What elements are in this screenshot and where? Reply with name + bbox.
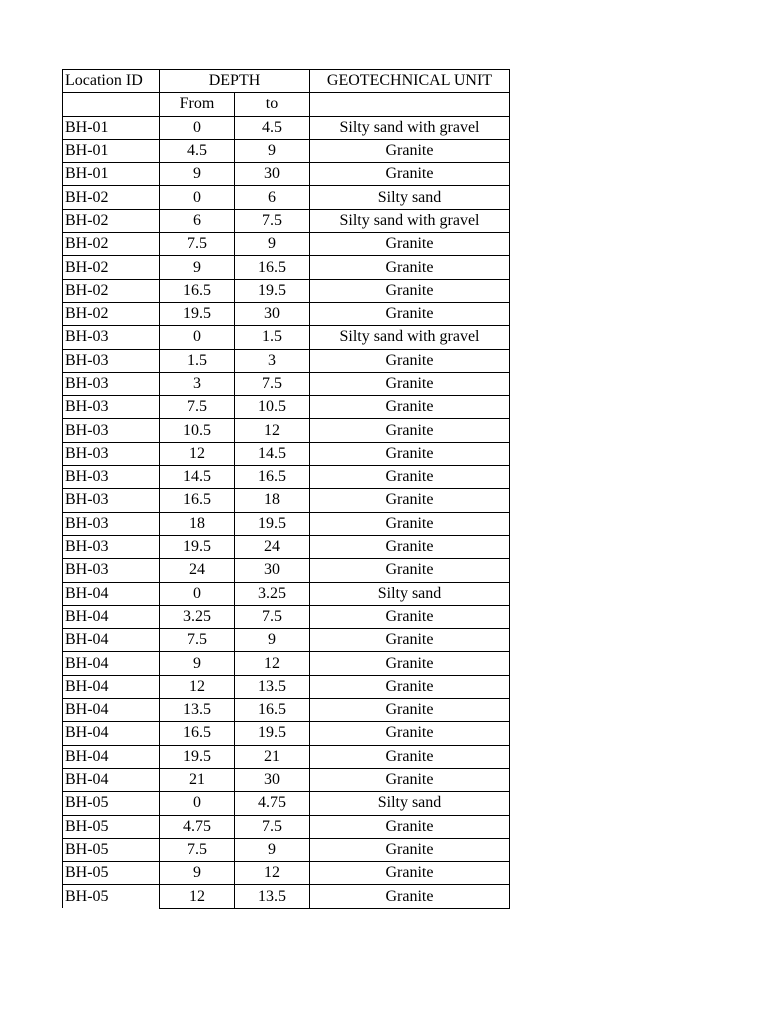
location-id-cell: BH-04 bbox=[63, 722, 160, 745]
location-id-cell: BH-04 bbox=[63, 605, 160, 628]
geotechnical-unit-cell: Granite bbox=[310, 745, 510, 768]
table-body bbox=[63, 116, 510, 908]
table-row bbox=[63, 186, 510, 209]
table-row bbox=[63, 466, 510, 489]
depth-from-cell: 1.5 bbox=[160, 349, 235, 372]
depth-from-cell: 16.5 bbox=[160, 489, 235, 512]
depth-from-cell: 0 bbox=[160, 116, 235, 139]
table-row bbox=[63, 652, 510, 675]
depth-from-cell: 9 bbox=[160, 862, 235, 885]
location-id-cell: BH-04 bbox=[63, 699, 160, 722]
table-row bbox=[63, 838, 510, 861]
table-row bbox=[63, 512, 510, 535]
table-row bbox=[63, 862, 510, 885]
depth-to-cell: 12 bbox=[235, 652, 310, 675]
depth-from-cell: 16.5 bbox=[160, 279, 235, 302]
depth-from-cell: 0 bbox=[160, 326, 235, 349]
depth-from-cell: 0 bbox=[160, 792, 235, 815]
depth-to-cell: 1.5 bbox=[235, 326, 310, 349]
location-id-cell: BH-01 bbox=[63, 163, 160, 186]
depth-to-cell: 3 bbox=[235, 349, 310, 372]
depth-to-cell: 16.5 bbox=[235, 699, 310, 722]
table-row bbox=[63, 302, 510, 325]
geotechnical-unit-cell: Silty sand with gravel bbox=[310, 116, 510, 139]
table-row bbox=[63, 419, 510, 442]
table-row bbox=[63, 116, 510, 139]
depth-to-cell: 9 bbox=[235, 233, 310, 256]
borehole-table-sheet bbox=[62, 69, 510, 909]
location-id-cell: BH-05 bbox=[63, 792, 160, 815]
depth-to-cell: 7.5 bbox=[235, 815, 310, 838]
depth-from-cell: 6 bbox=[160, 209, 235, 232]
depth-from-cell: 3 bbox=[160, 372, 235, 395]
location-id-cell: BH-03 bbox=[63, 349, 160, 372]
location-id-cell: BH-04 bbox=[63, 652, 160, 675]
depth-to-cell: 7.5 bbox=[235, 209, 310, 232]
table-row bbox=[63, 256, 510, 279]
depth-from-cell: 10.5 bbox=[160, 419, 235, 442]
table-row bbox=[63, 722, 510, 745]
geotechnical-unit-cell: Granite bbox=[310, 139, 510, 162]
table-row bbox=[63, 745, 510, 768]
geotechnical-unit-cell: Granite bbox=[310, 419, 510, 442]
location-id-header: Location ID bbox=[63, 70, 160, 93]
geotechnical-unit-cell: Granite bbox=[310, 838, 510, 861]
geotechnical-unit-cell: Granite bbox=[310, 512, 510, 535]
table-row bbox=[63, 792, 510, 815]
table-row bbox=[63, 349, 510, 372]
table-row bbox=[63, 699, 510, 722]
table-row bbox=[63, 372, 510, 395]
location-id-cell: BH-03 bbox=[63, 442, 160, 465]
location-id-cell: BH-03 bbox=[63, 396, 160, 419]
location-id-cell: BH-03 bbox=[63, 512, 160, 535]
table-row bbox=[63, 885, 510, 908]
depth-to-cell: 14.5 bbox=[235, 442, 310, 465]
table-row bbox=[63, 535, 510, 558]
depth-from-cell: 21 bbox=[160, 768, 235, 791]
location-id-cell: BH-05 bbox=[63, 862, 160, 885]
geotechnical-unit-cell: Granite bbox=[310, 349, 510, 372]
geotechnical-unit-cell: Granite bbox=[310, 466, 510, 489]
geotechnical-log-table bbox=[62, 69, 510, 909]
geotechnical-unit-cell: Granite bbox=[310, 233, 510, 256]
geotechnical-unit-cell: Granite bbox=[310, 629, 510, 652]
table-row bbox=[63, 396, 510, 419]
table-row bbox=[63, 629, 510, 652]
geotechnical-unit-cell: Granite bbox=[310, 442, 510, 465]
geotechnical-unit-cell: Granite bbox=[310, 675, 510, 698]
location-id-cell: BH-04 bbox=[63, 582, 160, 605]
location-id-cell: BH-03 bbox=[63, 326, 160, 349]
location-id-cell: BH-03 bbox=[63, 535, 160, 558]
depth-to-cell: 7.5 bbox=[235, 372, 310, 395]
depth-from-cell: 12 bbox=[160, 675, 235, 698]
depth-from-cell: 18 bbox=[160, 512, 235, 535]
location-id-cell: BH-02 bbox=[63, 256, 160, 279]
location-id-cell: BH-05 bbox=[63, 885, 160, 908]
depth-from-cell: 4.75 bbox=[160, 815, 235, 838]
depth-from-header: From bbox=[160, 93, 235, 116]
depth-from-cell: 7.5 bbox=[160, 838, 235, 861]
location-id-cell: BH-04 bbox=[63, 768, 160, 791]
geotechnical-unit-cell: Silty sand with gravel bbox=[310, 209, 510, 232]
location-id-cell: BH-03 bbox=[63, 559, 160, 582]
depth-to-cell: 19.5 bbox=[235, 512, 310, 535]
depth-to-cell: 21 bbox=[235, 745, 310, 768]
depth-from-cell: 9 bbox=[160, 163, 235, 186]
geotechnical-unit-cell: Granite bbox=[310, 396, 510, 419]
table-row bbox=[63, 279, 510, 302]
geotechnical-unit-cell: Granite bbox=[310, 489, 510, 512]
depth-from-cell: 12 bbox=[160, 885, 235, 908]
depth-to-cell: 16.5 bbox=[235, 466, 310, 489]
geotechnical-unit-cell: Granite bbox=[310, 559, 510, 582]
table-row bbox=[63, 139, 510, 162]
location-id-cell: BH-04 bbox=[63, 675, 160, 698]
location-id-cell: BH-02 bbox=[63, 209, 160, 232]
table-row bbox=[63, 209, 510, 232]
location-id-cell: BH-04 bbox=[63, 629, 160, 652]
table-row bbox=[63, 768, 510, 791]
depth-to-cell: 12 bbox=[235, 419, 310, 442]
table-row bbox=[63, 582, 510, 605]
depth-from-cell: 0 bbox=[160, 582, 235, 605]
depth-from-cell: 7.5 bbox=[160, 629, 235, 652]
geotechnical-unit-cell: Granite bbox=[310, 862, 510, 885]
unit-subheader-blank bbox=[310, 93, 510, 116]
location-id-cell: BH-05 bbox=[63, 838, 160, 861]
location-id-cell: BH-03 bbox=[63, 419, 160, 442]
geotechnical-unit-cell: Silty sand bbox=[310, 792, 510, 815]
depth-from-cell: 19.5 bbox=[160, 745, 235, 768]
depth-from-cell: 24 bbox=[160, 559, 235, 582]
depth-from-cell: 9 bbox=[160, 652, 235, 675]
depth-from-cell: 19.5 bbox=[160, 535, 235, 558]
depth-from-cell: 0 bbox=[160, 186, 235, 209]
depth-to-cell: 4.75 bbox=[235, 792, 310, 815]
table-header bbox=[63, 70, 510, 117]
location-id-cell: BH-01 bbox=[63, 116, 160, 139]
depth-to-cell: 18 bbox=[235, 489, 310, 512]
location-id-cell: BH-02 bbox=[63, 302, 160, 325]
depth-to-cell: 4.5 bbox=[235, 116, 310, 139]
geotechnical-unit-cell: Granite bbox=[310, 163, 510, 186]
table-row bbox=[63, 605, 510, 628]
table-row bbox=[63, 815, 510, 838]
depth-to-header: to bbox=[235, 93, 310, 116]
depth-from-cell: 4.5 bbox=[160, 139, 235, 162]
location-id-cell: BH-03 bbox=[63, 372, 160, 395]
depth-from-cell: 9 bbox=[160, 256, 235, 279]
depth-from-cell: 14.5 bbox=[160, 466, 235, 489]
table-row bbox=[63, 326, 510, 349]
depth-to-cell: 7.5 bbox=[235, 605, 310, 628]
depth-to-cell: 10.5 bbox=[235, 396, 310, 419]
depth-to-cell: 24 bbox=[235, 535, 310, 558]
depth-header: DEPTH bbox=[160, 70, 310, 93]
depth-from-cell: 3.25 bbox=[160, 605, 235, 628]
depth-to-cell: 13.5 bbox=[235, 885, 310, 908]
depth-from-cell: 13.5 bbox=[160, 699, 235, 722]
header-row-secondary bbox=[63, 93, 510, 116]
geotechnical-unit-cell: Granite bbox=[310, 652, 510, 675]
depth-to-cell: 9 bbox=[235, 838, 310, 861]
table-row bbox=[63, 442, 510, 465]
geotechnical-unit-cell: Granite bbox=[310, 815, 510, 838]
geotechnical-unit-cell: Granite bbox=[310, 256, 510, 279]
depth-from-cell: 12 bbox=[160, 442, 235, 465]
depth-to-cell: 9 bbox=[235, 139, 310, 162]
geotechnical-unit-cell: Silty sand bbox=[310, 186, 510, 209]
depth-from-cell: 7.5 bbox=[160, 233, 235, 256]
depth-to-cell: 30 bbox=[235, 768, 310, 791]
depth-to-cell: 6 bbox=[235, 186, 310, 209]
location-id-cell: BH-05 bbox=[63, 815, 160, 838]
geotechnical-unit-cell: Granite bbox=[310, 722, 510, 745]
header-row-primary bbox=[63, 70, 510, 93]
geotechnical-unit-cell: Granite bbox=[310, 699, 510, 722]
location-id-cell: BH-02 bbox=[63, 233, 160, 256]
depth-to-cell: 13.5 bbox=[235, 675, 310, 698]
location-id-cell: BH-01 bbox=[63, 139, 160, 162]
location-id-cell: BH-02 bbox=[63, 279, 160, 302]
depth-to-cell: 3.25 bbox=[235, 582, 310, 605]
depth-to-cell: 19.5 bbox=[235, 722, 310, 745]
table-row bbox=[63, 233, 510, 256]
geotechnical-unit-cell: Silty sand with gravel bbox=[310, 326, 510, 349]
geotechnical-unit-cell: Granite bbox=[310, 279, 510, 302]
geotechnical-unit-cell: Granite bbox=[310, 302, 510, 325]
geotechnical-unit-cell: Granite bbox=[310, 372, 510, 395]
table-row bbox=[63, 559, 510, 582]
geotechnical-unit-cell: Granite bbox=[310, 605, 510, 628]
geotechnical-unit-cell: Granite bbox=[310, 535, 510, 558]
depth-from-cell: 7.5 bbox=[160, 396, 235, 419]
depth-to-cell: 12 bbox=[235, 862, 310, 885]
geotechnical-unit-cell: Granite bbox=[310, 885, 510, 908]
depth-to-cell: 19.5 bbox=[235, 279, 310, 302]
geotechnical-unit-cell: Granite bbox=[310, 768, 510, 791]
depth-to-cell: 30 bbox=[235, 302, 310, 325]
table-row bbox=[63, 163, 510, 186]
location-id-subheader-blank bbox=[63, 93, 160, 116]
depth-to-cell: 16.5 bbox=[235, 256, 310, 279]
location-id-cell: BH-02 bbox=[63, 186, 160, 209]
depth-from-cell: 16.5 bbox=[160, 722, 235, 745]
geotechnical-unit-cell: Silty sand bbox=[310, 582, 510, 605]
depth-to-cell: 9 bbox=[235, 629, 310, 652]
table-row bbox=[63, 489, 510, 512]
depth-from-cell: 19.5 bbox=[160, 302, 235, 325]
geotechnical-unit-header: GEOTECHNICAL UNIT bbox=[310, 70, 510, 93]
table-row bbox=[63, 675, 510, 698]
location-id-cell: BH-03 bbox=[63, 489, 160, 512]
depth-to-cell: 30 bbox=[235, 559, 310, 582]
depth-to-cell: 30 bbox=[235, 163, 310, 186]
location-id-cell: BH-03 bbox=[63, 466, 160, 489]
location-id-cell: BH-04 bbox=[63, 745, 160, 768]
